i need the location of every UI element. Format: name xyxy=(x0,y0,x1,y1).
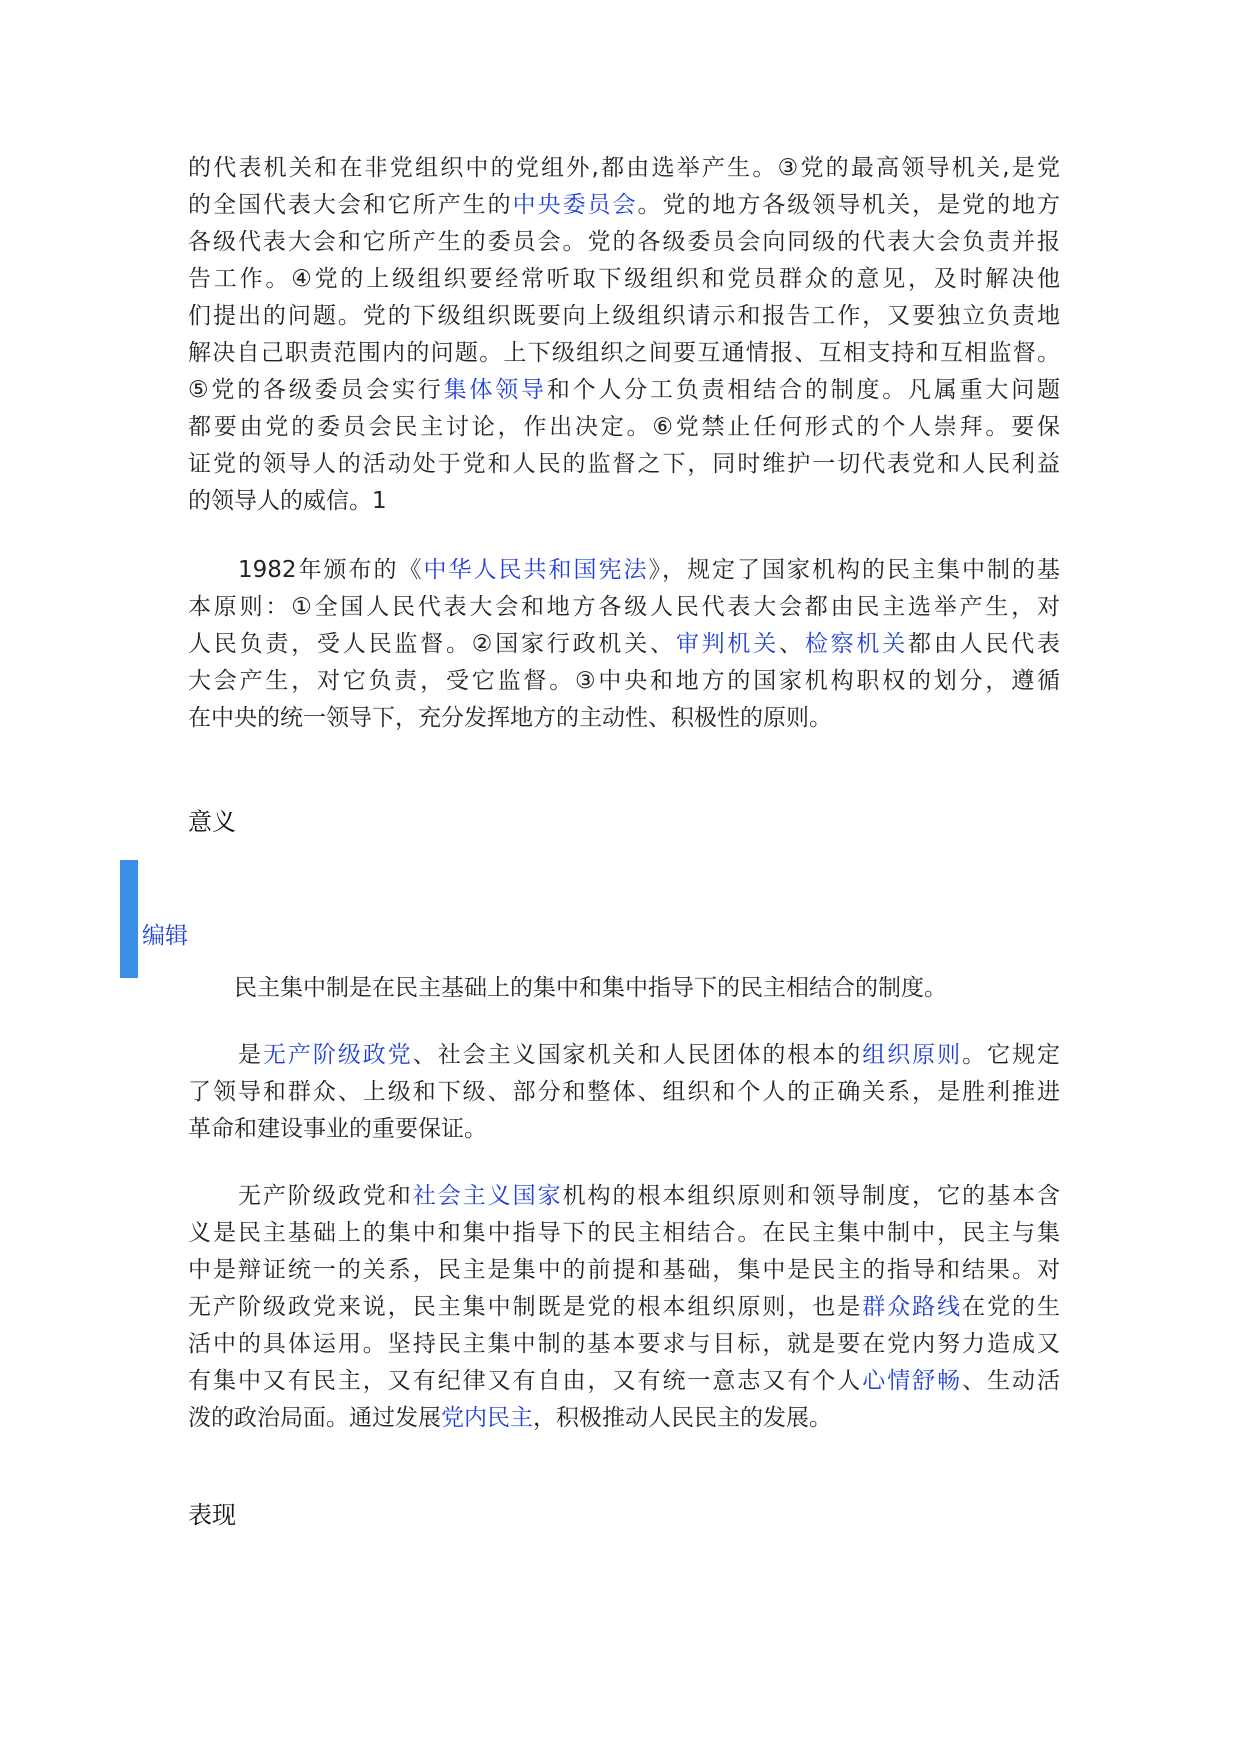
text-line: 的领导人的威信。1 xyxy=(188,488,387,514)
text-line: 在中央的统一领导下，充分发挥地方的主动性、积极性的原则。 xyxy=(188,705,832,731)
text-line: 人民负责，受人民监督。②国家行政机关、审判机关、检察机关都由人民代表 xyxy=(188,631,1061,657)
text-line: 无产阶级政党来说，民主集中制既是党的根本组织原则，也是群众路线在党的生 xyxy=(188,1294,1061,1320)
text-line: 活中的具体运用。坚持民主集中制的基本要求与目标，就是要在党内努力造成又 xyxy=(188,1331,1060,1357)
inline-link[interactable]: 集体领导 xyxy=(443,377,547,403)
text-line: 了领导和群众、上级和下级、部分和整体、组织和个人的正确关系，是胜利推进 xyxy=(188,1079,1060,1105)
paragraph-definition xyxy=(188,970,1060,1007)
inline-link[interactable]: 党内民主 xyxy=(441,1405,533,1431)
inline-link[interactable]: 中华人民共和国宪法 xyxy=(423,557,649,583)
section-heading-expression: 表现 xyxy=(188,1501,236,1529)
text-line: 解决自己职责范围内的问题。上下级组织之间要互通情报、互相支持和互相监督。 xyxy=(188,340,1060,366)
text-line: ⑤党的各级委员会实行集体领导和个人分工负责相结合的制度。凡属重大问题 xyxy=(188,377,1061,403)
text-line: 们提出的问题。党的下级组织既要向上级组织请示和报告工作，又要独立负责地 xyxy=(188,303,1060,329)
paragraph-basic-meaning xyxy=(188,1178,1060,1437)
inline-link[interactable]: 心情舒畅 xyxy=(862,1368,963,1394)
text-line: 是无产阶级政党、社会主义国家机关和人民团体的根本的组织原则。它规定 xyxy=(188,1042,1061,1068)
inline-link[interactable]: 组织原则 xyxy=(862,1042,963,1068)
section-heading-meaning: 意义 xyxy=(188,808,236,836)
inline-link[interactable]: 社会主义国家 xyxy=(412,1183,563,1209)
text-line: 证党的领导人的活动处于党和人民的监督之下，同时维护一切代表党和人民利益 xyxy=(188,451,1060,477)
inline-link[interactable]: 检察机关 xyxy=(804,631,909,657)
text-line: 1982年颁布的《中华人民共和国宪法》，规定了国家机构的民主集中制的基 xyxy=(188,557,1061,583)
text-line: 都要由党的委员会民主讨论，作出决定。⑥党禁止任何形式的个人崇拜。要保 xyxy=(188,414,1060,440)
paragraph-constitution xyxy=(188,552,1060,737)
text-line: 民主集中制是在民主基础上的集中和集中指导下的民主相结合的制度。 xyxy=(188,975,947,1001)
text-line: 义是民主基础上的集中和集中指导下的民主相结合。在民主集中制中，民主与集 xyxy=(188,1220,1060,1246)
paragraph-fundamental-principle xyxy=(188,1037,1060,1148)
paragraph-party-organization xyxy=(188,150,1060,520)
inline-link[interactable]: 无产阶级政党 xyxy=(262,1042,413,1068)
inline-link[interactable]: 中央委员会 xyxy=(512,192,638,218)
text-line: 革命和建设事业的重要保证。 xyxy=(188,1116,487,1142)
text-line: 中是辩证统一的关系，民主是集中的前提和基础，集中是民主的指导和结果。对 xyxy=(188,1257,1060,1283)
text-line: 各级代表大会和它所产生的委员会。党的各级委员会向同级的代表大会负责并报 xyxy=(188,229,1060,255)
text-line: 告工作。④党的上级组织要经常听取下级组织和党员群众的意见，及时解决他 xyxy=(188,266,1060,292)
edit-link[interactable]: 编辑 xyxy=(142,923,188,949)
text-line: 的代表机关和在非党组织中的党组外,都由选举产生。③党的最高领导机关,是党 xyxy=(188,155,1060,181)
text-line: 的全国代表大会和它所产生的中央委员会。党的地方各级领导机关，是党的地方 xyxy=(188,192,1061,218)
text-line: 本原则：①全国人民代表大会和地方各级人民代表大会都由民主选举产生，对 xyxy=(188,594,1060,620)
section-edit-marker xyxy=(120,860,138,978)
text-line: 无产阶级政党和社会主义国家机构的根本组织原则和领导制度，它的基本含 xyxy=(188,1183,1061,1209)
inline-link[interactable]: 群众路线 xyxy=(862,1294,963,1320)
inline-link[interactable]: 审判机关 xyxy=(675,631,780,657)
text-line: 大会产生，对它负责，受它监督。③中央和地方的国家机构职权的划分，遵循 xyxy=(188,668,1060,694)
text-line: 泼的政治局面。通过发展党内民主，积极推动人民民主的发展。 xyxy=(188,1405,832,1431)
text-line: 有集中又有民主，又有纪律又有自由，又有统一意志又有个人心情舒畅、生动活 xyxy=(188,1368,1061,1394)
